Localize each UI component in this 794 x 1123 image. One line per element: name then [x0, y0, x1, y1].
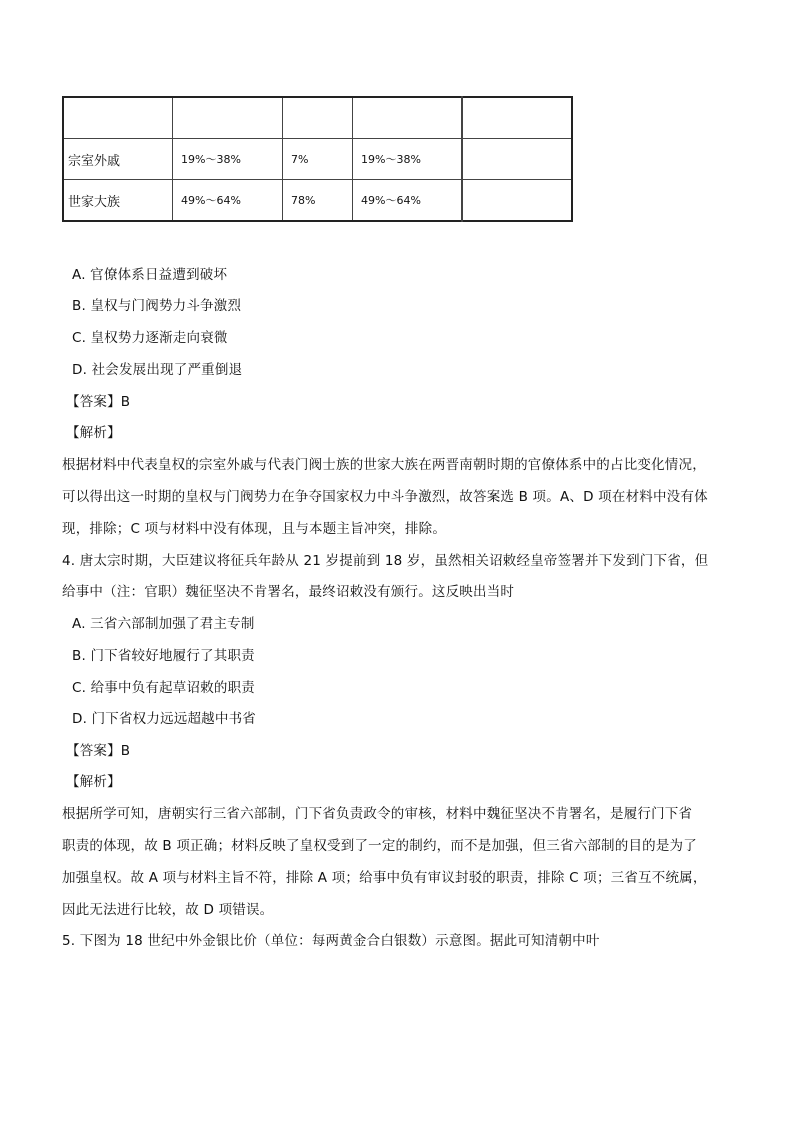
q3-option-c: C. 皇权势力逐渐走向衰微 [72, 330, 228, 346]
q4-analysis-line: 加强皇权。故 A 项与材料主旨不符，排除 A 项；给事中负有审议封驳的职责，排除 C 项；三省互不统属， [62, 870, 707, 886]
table-cell [462, 180, 572, 222]
header-cell [462, 97, 572, 139]
table-cell: 49%～64% [173, 180, 283, 222]
q4-stem-line: 4. 唐太宗时期，大臣建议将征兵年龄从 21 岁提前到 18 岁，虽然相关诏敕经皇帝签署并下发到门下省，但 [62, 553, 709, 569]
header-cell [283, 97, 353, 139]
q3-analysis-line: 根据材料中代表皇权的宗室外戚与代表门阀士族的世家大族在两晋南朝时期的官僚体系中的占比变化情况， [62, 457, 706, 473]
q3-analysis-line: 现，排除；C 项与材料中没有体现，且与本题主旨冲突，排除。 [62, 521, 447, 537]
row-label: 宗室外戚 [63, 139, 173, 180]
q3-analysis-line: 可以得出这一时期的皇权与门阀势力在争夺国家权力中斗争激烈，故答案选 B 项。A、D 项在材料中没有体 [62, 489, 708, 505]
q3-answer: 【答案】B [66, 394, 131, 410]
q4-option-b: B. 门下省较好地履行了其职责 [72, 648, 255, 664]
q4-stem-line: 给事中（注：官职）魏征坚决不肯署名，最终诏敕没有颁行。这反映出当时 [62, 584, 515, 600]
q4-answer: 【答案】B [66, 743, 131, 759]
q4-option-c: C. 给事中负有起草诏敕的职责 [72, 680, 256, 696]
table-cell: 78% [283, 180, 353, 222]
q4-analysis-line: 根据所学可知，唐朝实行三省六部制，门下省负责政令的审核，材料中魏征坚决不肯署名，是履行门下省 [62, 806, 693, 822]
header-cell [173, 97, 283, 139]
q3-option-d: D. 社会发展出现了严重倒退 [72, 362, 243, 378]
q3-option-a: A. 官僚体系日益遭到破坏 [72, 267, 228, 283]
q4-option-d: D. 门下省权力远远超越中书省 [72, 711, 256, 727]
q4-analysis-label: 【解析】 [66, 774, 121, 790]
table-cell: 49%～64% [353, 180, 463, 222]
table-header-row [63, 97, 572, 139]
table-row [63, 180, 572, 222]
header-cell [353, 97, 463, 139]
q3-analysis-label: 【解析】 [66, 425, 121, 441]
q4-option-a: A. 三省六部制加强了君主专制 [72, 616, 255, 632]
q4-analysis-line: 因此无法进行比较，故 D 项错误。 [62, 902, 274, 918]
q4-analysis-line: 职责的体现，故 B 项正确；材料反映了皇权受到了一定的制约，而不是加强，但三省六部制的目的是为了 [62, 838, 697, 854]
q5-stem: 5. 下图为 18 世纪中外金银比价（单位：每两黄金合白银数）示意图。据此可知清朝中叶 [62, 933, 600, 949]
official-ratio-table [62, 96, 573, 222]
table-cell: 7% [283, 139, 353, 180]
header-cell [63, 97, 173, 139]
table-cell [462, 139, 572, 180]
table-cell: 19%～38% [353, 139, 463, 180]
q3-option-b: B. 皇权与门阀势力斗争激烈 [72, 298, 242, 314]
table-row [63, 139, 572, 180]
table-cell: 19%～38% [173, 139, 283, 180]
row-label: 世家大族 [63, 180, 173, 222]
